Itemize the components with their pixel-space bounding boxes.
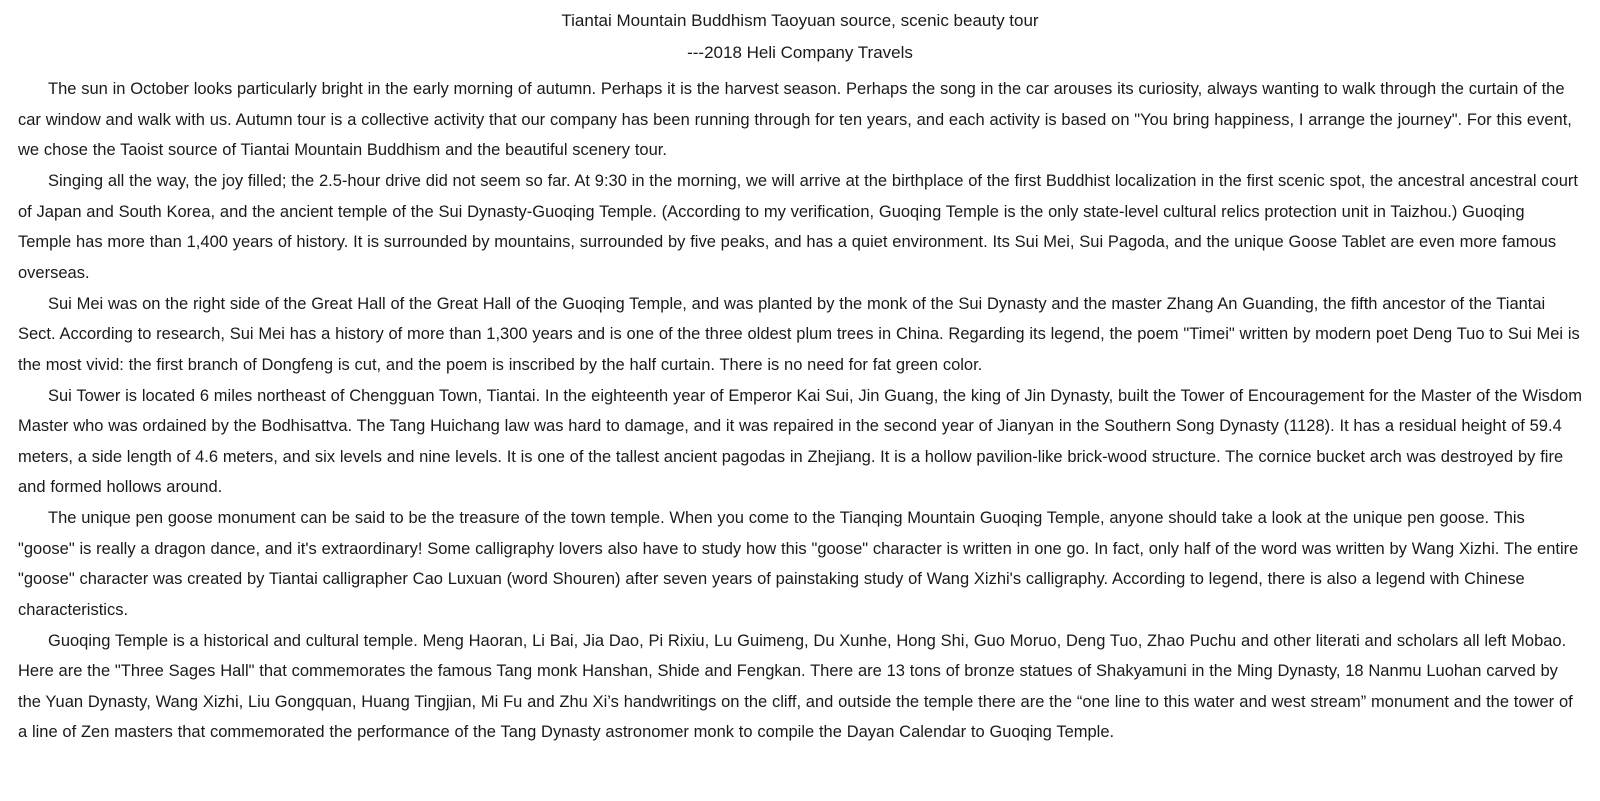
body-paragraph: The unique pen goose monument can be said to be the treasure of the town temple. When you come to the Tianqing Mountain Guoqing Temple, anyone should take a look at the unique pen goose. This "goose" is really a dragon dance, and it's extraordinary! Some calligraphy lovers also have to study how this "goose" character is written in one go. In fact, only half of the word was written by Wang Xizhi. The entire "goose" character was created by Tiantai calligrapher Cao Luxuan (word Shouren) after seven years of painstaking study of Wang Xizhi's calligraphy. According to legend, there is also a legend with Chinese characteristics. <box>18 509 1579 619</box>
body-paragraph: Singing all the way, the joy filled; the 2.5-hour drive did not seem so far. At 9:30 in the morning, we will arrive at the birthplace of the first Buddhist localization in the first scenic spot, the ancestral ancestral court of Japan and South Korea, and the ancient temple of the Sui Dynasty-Guoqing Temple. (According to my verification, Guoqing Temple is the only state-level cultural relics protection unit in Taizhou.) Guoqing Temple has more than 1,400 years of history. It is surrounded by mountains, surrounded by five peaks, and has a quiet environment. Its Sui Mei, Sui Pagoda, and the unique Goose Tablet are even more famous overseas. <box>18 172 1578 282</box>
body-paragraph: The sun in October looks particularly bright in the early morning of autumn. Perhaps it is the harvest season. Perhaps the song in the car arouses its curiosity, always wanting to walk through the curtain of the car window and walk with us. Autumn tour is a collective activity that our company has been running through for ten years, and each activity is based on "You bring happiness, I arrange the journey". For this event, we chose the Taoist source of Tiantai Mountain Buddhism and the beautiful scenery tour. <box>18 80 1572 159</box>
body-paragraph: Guoqing Temple is a historical and cultural temple. Meng Haoran, Li Bai, Jia Dao, Pi Rixiu, Lu Guimeng, Du Xunhe, Hong Shi, Guo Moruo, Deng Tuo, Zhao Puchu and other literati and scholars all left Mobao. Here are the "Three Sages Hall" that commemorates the famous Tang monk Hanshan, Shide and Fengkan. There are 13 tons of bronze statues of Shakyamuni in the Ming Dynasty, 18 Nanmu Luohan carved by the Yuan Dynasty, Wang Xizhi, Liu Gongquan, Huang Tingjian, Mi Fu and Zhu Xi’s handwritings on the cliff, and outside the temple there are the “one line to this water and west stream” monument and the tower of a line of Zen masters that commemorated the performance of the Tang Dynasty astronomer monk to compile the Dayan Calendar to Guoqing Temple. <box>18 631 1573 741</box>
body-paragraph: Sui Tower is located 6 miles northeast of Chengguan Town, Tiantai. In the eighteenth year of Emperor Kai Sui, Jin Guang, the king of Jin Dynasty, built the Tower of Encouragement for the Master of the Wisdom Master who was ordained by the Bodhisattva. The Tang Huichang law was hard to damage, and it was repaired in the second year of Jianyan in the Southern Song Dynasty (1128). It has a residual height of 59.4 meters, a side length of 4.6 meters, and six levels and nine levels. It is one of the tallest ancient pagodas in Zhejiang. It is a hollow pavilion-like brick-wood structure. The cornice bucket arch was destroyed by fire and formed hollows around. <box>18 386 1582 496</box>
page-subtitle: ---2018 Heli Company Travels <box>687 43 913 62</box>
page-title: Tiantai Mountain Buddhism Taoyuan source, scenic beauty tour <box>561 11 1039 30</box>
body-paragraph: Sui Mei was on the right side of the Great Hall of the Great Hall of the Guoqing Temple, and was planted by the monk of the Sui Dynasty and the master Zhang An Guanding, the fifth ancestor of the Tiantai Sect. According to research, Sui Mei has a history of more than 1,300 years and is one of the three oldest plum trees in China. Regarding its legend, the poem "Timei" written by modern poet Deng Tuo to Sui Mei is the most vivid: the first branch of Dongfeng is cut, and the poem is inscribed by the half curtain. There is no need for fat green color. <box>18 294 1580 374</box>
